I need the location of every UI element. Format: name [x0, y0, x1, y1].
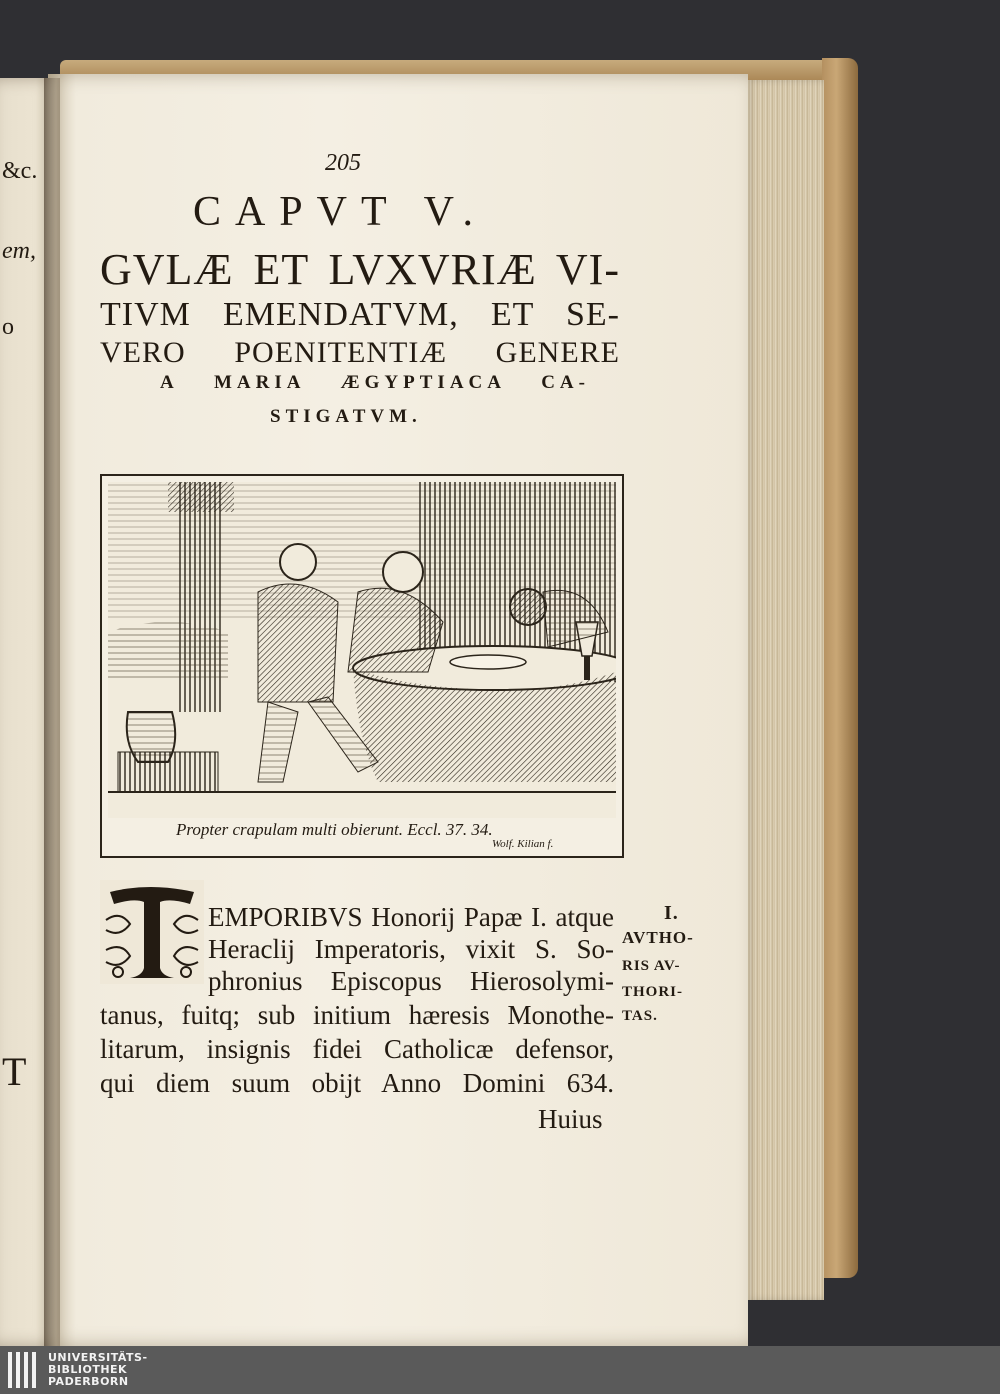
left-page-fragment: o [2, 314, 14, 340]
chapter-heading: CAPVT V. [192, 189, 488, 235]
margin-note: I. [664, 902, 679, 924]
library-footer-bar [0, 1346, 1000, 1394]
chapter-title-line: TIVM EMENDATVM, ET SE- [100, 296, 620, 333]
left-page-fragment: T [2, 1049, 27, 1094]
body-text-line: phronius Episcopus Hierosolymi- [208, 966, 614, 996]
engraving-illustration [100, 474, 624, 858]
margin-note: RIS AV- [622, 958, 681, 974]
library-name-line: BIBLIOTHEK [48, 1363, 128, 1376]
page-block-edge [744, 80, 824, 1300]
margin-note: THORI- [622, 984, 684, 1000]
library-name-line: PADERBORN [48, 1375, 129, 1388]
body-text-line: EMPORIBVS Honorij Papæ I. atque [208, 902, 614, 932]
library-logo-icon [8, 1352, 42, 1388]
margin-note: TAS. [622, 1008, 658, 1024]
library-name [48, 1352, 148, 1388]
body-text-line: litarum, insignis fidei Catholicæ defensor, [100, 1034, 614, 1064]
book-cover-edge [822, 58, 858, 1278]
body-text-line: qui diem suum obijt Anno Domini 634. [100, 1068, 614, 1098]
chapter-title-line: STIGATVM. [270, 406, 422, 427]
chapter-title-line: VERO POENITENTIÆ GENERE [100, 336, 620, 369]
library-name-line: UNIVERSITÄTS- [48, 1351, 148, 1364]
engraving-scene [108, 482, 616, 818]
chapter-title-line: A MARIA ÆGYPTIACA CA- [160, 372, 590, 393]
decorated-initial-t [100, 880, 204, 984]
catchword: Huius [538, 1104, 603, 1134]
engraving-caption: Propter crapulam multi obierunt. Eccl. 37. 34. [176, 820, 493, 839]
chapter-title-line: GVLÆ ET LVXVRIÆ VI- [100, 245, 620, 294]
body-text-line: tanus, fuitq; sub initium hæresis Monothe- [100, 1000, 614, 1030]
engraver-signature: Wolf. Kilian f. [492, 838, 554, 850]
page-number: 205 [325, 150, 361, 176]
body-text-line: Heraclij Imperatoris, vixit S. So- [208, 934, 614, 964]
left-page-fragment: &c. [2, 158, 38, 184]
margin-note: AVTHO- [622, 928, 694, 947]
left-page-fragment: em, [2, 238, 36, 264]
spine-shadow [44, 78, 56, 1346]
